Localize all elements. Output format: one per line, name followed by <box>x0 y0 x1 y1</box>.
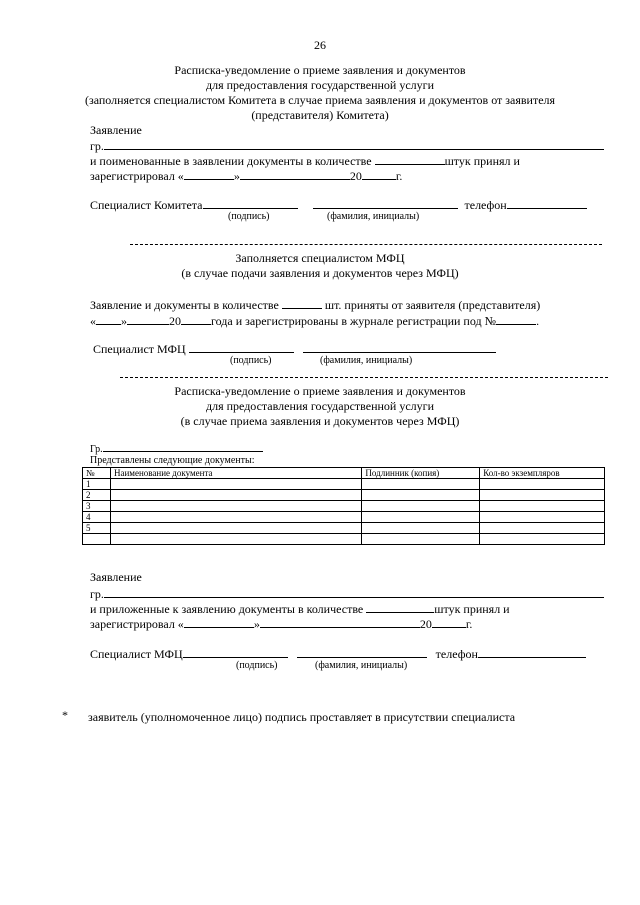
mfc-reg-year-field[interactable] <box>181 313 211 325</box>
original-copy-cell[interactable] <box>362 512 480 523</box>
reg-year-prefix: 20 <box>349 169 362 183</box>
original-copy-cell[interactable] <box>362 534 480 545</box>
col-copies-count-header: Кол-во экземпляров <box>480 468 605 479</box>
table-row <box>83 523 605 534</box>
mfc-name-caption: (фамилия, инициалы) <box>320 355 413 366</box>
copies-count-cell[interactable] <box>480 479 605 490</box>
table-header-row <box>83 468 605 479</box>
documents-table <box>82 467 605 545</box>
copies-count-cell[interactable] <box>480 490 605 501</box>
mfc-registration-line <box>90 313 539 328</box>
citizen-prefix-2: гр. <box>90 587 104 601</box>
reg-mid-2: » <box>253 617 260 631</box>
citizen-name-field[interactable] <box>104 138 604 150</box>
reg-year-prefix-2: 20 <box>419 617 432 631</box>
footnote-mark: * <box>62 708 68 722</box>
page-number: 26 <box>314 38 326 52</box>
row-number: 4 <box>83 512 111 523</box>
receipt-title-line4: (представителя) Комитета) <box>251 108 389 122</box>
receipt-title-line2: для предоставления государственной услуги <box>205 78 435 92</box>
separator-2 <box>120 377 608 378</box>
docname-cell[interactable] <box>110 523 361 534</box>
mfc-docs-suffix: шт. приняты от заявителя (представителя) <box>324 298 541 312</box>
mfc-specialist-signature-field[interactable] <box>189 341 294 353</box>
reg-year-field-2[interactable] <box>432 616 466 628</box>
table-row <box>83 490 605 501</box>
mfc-docs-count-field[interactable] <box>282 297 322 309</box>
row-number: 5 <box>83 523 111 534</box>
mfc-reg-end: . <box>536 314 540 328</box>
mfc-citizen-line <box>90 442 263 456</box>
receipt-title-line3: (заполняется специалистом Комитета в случае приема заявления и документов от заявителя <box>84 93 556 107</box>
docs-count-line-2 <box>90 601 510 616</box>
table-row <box>83 512 605 523</box>
row-number <box>83 534 111 545</box>
mfc-signature-caption: (подпись) <box>230 355 272 366</box>
mfc-reg-open-quote: « <box>90 314 96 328</box>
row-number: 1 <box>83 479 111 490</box>
registration-line <box>90 168 402 183</box>
original-copy-cell[interactable] <box>362 523 480 534</box>
reg-suffix: г. <box>395 169 403 183</box>
phone-field[interactable] <box>507 197 587 209</box>
col-number-header: № <box>83 468 111 479</box>
reg-day-field[interactable] <box>184 168 234 180</box>
specialist-committee-line <box>90 197 587 212</box>
phone-label-2: телефон <box>435 647 478 661</box>
mfc-docs-text: Заявление и документы в количестве <box>90 298 279 312</box>
mfc-specialist-label-2: Специалист МФЦ <box>90 647 183 661</box>
reg-mid: » <box>233 169 240 183</box>
reg-prefix-2: зарегистрировал « <box>90 617 184 631</box>
reg-month-field-2[interactable] <box>260 616 420 628</box>
mfc-citizen-prefix: Гр. <box>90 444 103 455</box>
docs-count-text-2: и приложенные к заявлению документы в количестве <box>90 602 364 616</box>
mfc-specialist-line <box>93 341 496 356</box>
row-number: 2 <box>83 490 111 501</box>
footnote-text: заявитель (уполномоченное лицо) подпись проставляет в присутствии специалиста <box>88 710 516 724</box>
registration-line-2 <box>90 616 472 631</box>
signature-caption-2: (подпись) <box>236 660 278 671</box>
reg-day-field-2[interactable] <box>184 616 254 628</box>
docs-intro: Представлены следующие документы: <box>90 455 255 466</box>
docs-count-field[interactable] <box>375 153 445 165</box>
phone-label: телефон <box>464 198 507 212</box>
statement-label: Заявление <box>90 123 142 137</box>
table-row <box>83 479 605 490</box>
mfc-specialist-line-2 <box>90 646 586 661</box>
receipt-title-line1: Расписка-уведомление о приеме заявления и документов <box>174 63 466 77</box>
docname-cell[interactable] <box>110 490 361 501</box>
mfc-reg-year-prefix: 20 <box>169 314 181 328</box>
reg-suffix-2: г. <box>465 617 473 631</box>
mfc-receipt-title-line1: Расписка-уведомление о приеме заявления и документов <box>174 384 466 398</box>
phone-field-2[interactable] <box>478 646 586 658</box>
original-copy-cell[interactable] <box>362 501 480 512</box>
mfc-journal-number-field[interactable] <box>496 313 536 325</box>
copies-count-cell[interactable] <box>480 512 605 523</box>
mfc-specialist-name-field-2[interactable] <box>297 646 427 658</box>
table-row <box>83 501 605 512</box>
table-row <box>83 534 605 545</box>
specialist-committee-label: Специалист Комитета <box>90 198 203 212</box>
citizen-line <box>90 138 604 153</box>
docs-count-field-2[interactable] <box>366 601 434 613</box>
statement-label-2: Заявление <box>90 570 142 584</box>
citizen-name-field-2[interactable] <box>104 586 604 598</box>
docname-cell[interactable] <box>110 501 361 512</box>
docs-count-text: и поименованные в заявлении документы в количестве <box>90 154 372 168</box>
citizen-line-2 <box>90 586 604 601</box>
separator-1 <box>130 244 602 245</box>
specialist-signature-field[interactable] <box>203 197 298 209</box>
mfc-receipt-title-line2: для предоставления государственной услуги <box>205 399 435 413</box>
mfc-title-line2: (в случае подачи заявления и документов через МФЦ) <box>181 266 459 280</box>
mfc-docs-line <box>90 297 540 312</box>
docname-cell[interactable] <box>110 479 361 490</box>
docs-count-suffix-2: штук принял и <box>434 602 510 616</box>
name-caption: (фамилия, инициалы) <box>327 211 420 222</box>
row-number: 3 <box>83 501 111 512</box>
reg-year-field[interactable] <box>362 168 396 180</box>
mfc-citizen-name-field[interactable] <box>103 442 263 452</box>
original-copy-cell[interactable] <box>362 490 480 501</box>
original-copy-cell[interactable] <box>362 479 480 490</box>
mfc-specialist-label: Специалист МФЦ <box>93 342 186 356</box>
docs-count-line <box>90 153 520 168</box>
copies-count-cell[interactable] <box>480 534 605 545</box>
reg-prefix: зарегистрировал « <box>90 169 184 183</box>
mfc-reg-close-quote: » <box>121 314 127 328</box>
docname-cell[interactable] <box>110 534 361 545</box>
signature-caption: (подпись) <box>228 211 270 222</box>
mfc-reg-day-field[interactable] <box>96 313 121 325</box>
specialist-name-field[interactable] <box>313 197 458 209</box>
docname-cell[interactable] <box>110 512 361 523</box>
name-caption-2: (фамилия, инициалы) <box>315 660 408 671</box>
mfc-specialist-signature-field-2[interactable] <box>183 646 288 658</box>
col-original-copy-header: Подлинник (копия) <box>362 468 480 479</box>
reg-month-field[interactable] <box>240 168 350 180</box>
docs-count-suffix: штук принял и <box>444 154 520 168</box>
mfc-receipt-title-line3: (в случае приема заявления и документов через МФЦ) <box>180 414 460 428</box>
mfc-specialist-name-field[interactable] <box>303 341 496 353</box>
mfc-reg-month-field[interactable] <box>127 313 169 325</box>
mfc-title-line1: Заполняется специалистом МФЦ <box>235 251 405 265</box>
copies-count-cell[interactable] <box>480 501 605 512</box>
col-docname-header: Наименование документа <box>110 468 361 479</box>
mfc-reg-journal-text: года и зарегистрированы в журнале регистрации под № <box>211 314 497 328</box>
citizen-prefix: гр. <box>90 139 104 153</box>
copies-count-cell[interactable] <box>480 523 605 534</box>
